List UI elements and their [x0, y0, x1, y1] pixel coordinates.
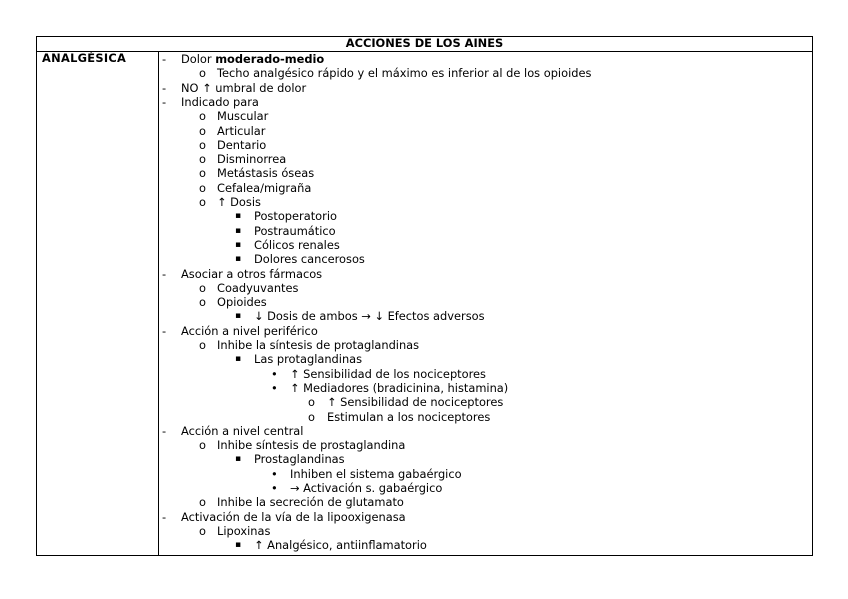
list-marker: ▪: [235, 239, 242, 250]
list-item-text: Muscular: [217, 109, 269, 124]
list-item: [37, 281, 812, 295]
list-item: [37, 324, 812, 338]
list-marker: o: [308, 395, 315, 410]
list-item: [37, 481, 812, 495]
list-item-text: Las protaglandinas: [254, 352, 363, 367]
list-item-text: Disminorrea: [217, 152, 287, 167]
list-item-text: Inhibe la síntesis de protaglandinas: [217, 338, 420, 352]
list-item-text: Lipoxinas: [217, 523, 271, 538]
list-marker: ▪: [235, 454, 242, 465]
list-item: [37, 138, 812, 152]
list-item: [37, 267, 812, 281]
list-marker: o: [199, 295, 206, 310]
list-marker: ▪: [235, 254, 242, 265]
list-marker: o: [199, 109, 206, 124]
list-marker: o: [199, 438, 206, 453]
list-item: [37, 224, 812, 238]
list-item: [37, 510, 812, 524]
list-marker: •: [271, 380, 278, 395]
list-marker: •: [271, 366, 278, 381]
list-item-text: Asociar a otros fármacos: [181, 266, 323, 281]
list-item: [37, 381, 812, 395]
list-item-text: NO ↑ umbral de dolor: [181, 80, 307, 95]
list-item-text: ↑ Dosis: [217, 195, 261, 209]
list-item: [37, 309, 812, 323]
list-item-text: Acción a nivel periférico: [181, 323, 318, 338]
list-item: [37, 338, 812, 352]
list-marker: -: [162, 323, 167, 338]
list-marker: o: [199, 166, 206, 181]
list-item-text: ↓ Dosis de ambos → ↓ Efectos adversos: [254, 309, 485, 324]
list-marker: •: [271, 481, 278, 495]
list-item-text: ↑ Analgésico, antiinflamatorio: [254, 538, 427, 553]
list-item: [37, 52, 812, 66]
list-item-text: Techo analgésico rápido y el máximo es inferior al de los opioides: [217, 66, 592, 81]
list-marker: o: [199, 152, 206, 167]
list-item: [37, 152, 812, 166]
list-marker: o: [199, 195, 206, 209]
list-marker: o: [308, 409, 315, 424]
list-item: [37, 395, 812, 409]
list-marker: o: [199, 123, 206, 138]
list-item: [37, 195, 812, 209]
list-item-text: Coadyuvantes: [217, 280, 299, 295]
list-item: [37, 124, 812, 138]
list-item-text: Indicado para: [181, 94, 259, 109]
list-item: [37, 95, 812, 109]
list-item: [37, 495, 812, 509]
table-header: ACCIONES DE LOS AINES: [37, 37, 812, 52]
list-item-text: Dolores cancerosos: [254, 252, 365, 267]
list-item-text: Postraumático: [254, 223, 336, 238]
list-item: [37, 467, 812, 481]
list-marker: ▪: [235, 540, 242, 551]
list-item-text: Activación de la vía de la lipooxigenasa: [181, 509, 406, 524]
list-item-text: ↑ Sensibilidad de nociceptores: [327, 395, 504, 410]
list-item: [37, 181, 812, 195]
list-item: [37, 166, 812, 180]
list-item: [37, 452, 812, 466]
list-marker: o: [199, 137, 206, 152]
list-item-text: Inhibe síntesis de prostaglandina: [217, 438, 406, 453]
list-marker: ▪: [235, 311, 242, 322]
aines-table: [36, 36, 813, 556]
list-item-text: → Activación s. gabaérgico: [290, 481, 443, 495]
list-marker: -: [162, 266, 167, 281]
list-item-text: Estimulan a los nociceptores: [327, 409, 491, 424]
list-item-text: Cefalea/migraña: [217, 180, 312, 195]
list-marker: -: [162, 52, 167, 66]
list-item: [37, 295, 812, 309]
list-marker: o: [199, 495, 206, 510]
list-marker: o: [199, 523, 206, 538]
list-item-text: Prostaglandinas: [254, 452, 345, 467]
emphasis-text: moderado-medio: [215, 52, 325, 66]
list-item: [37, 524, 812, 538]
list-marker: ▪: [235, 354, 242, 365]
list-item-text: Inhiben el sistema gabaérgico: [290, 466, 462, 481]
list-marker: •: [271, 466, 278, 481]
list-item: [37, 438, 812, 452]
list-marker: o: [199, 280, 206, 295]
list-item: [37, 252, 812, 266]
list-item: [37, 424, 812, 438]
list-item-text: Inhibe la secreción de glutamato: [217, 495, 404, 510]
list-item: [37, 238, 812, 252]
list-item-text: Acción a nivel central: [181, 423, 304, 438]
list-item: [37, 81, 812, 95]
list-item: [37, 367, 812, 381]
list-item-text: Metástasis óseas: [217, 166, 315, 181]
list-item: [37, 66, 812, 80]
list-item-text: Dentario: [217, 137, 267, 152]
list-item-text: Opioides: [217, 295, 267, 310]
list-marker: o: [199, 338, 206, 352]
list-item-text: Cólicos renales: [254, 237, 340, 252]
list-marker: ▪: [235, 225, 242, 236]
list-item-text: Dolor moderado-medio: [181, 52, 325, 66]
list-marker: -: [162, 94, 167, 109]
list-marker: -: [162, 509, 167, 524]
list-item-text: ↑ Sensibilidad de los nociceptores: [290, 366, 486, 381]
list-item-text: Articular: [217, 123, 266, 138]
list-item: [37, 538, 812, 552]
list-item: [37, 209, 812, 223]
list-marker: o: [199, 66, 206, 81]
list-item: [37, 352, 812, 366]
list-item-text: Postoperatorio: [254, 209, 337, 224]
list-marker: o: [199, 180, 206, 195]
list-item: [37, 109, 812, 123]
list-item-text: ↑ Mediadores (bradicinina, histamina): [290, 380, 509, 395]
list-marker: -: [162, 423, 167, 438]
list-marker: -: [162, 80, 167, 95]
category-label: ANALGÉSICA: [42, 51, 127, 65]
list-marker: ▪: [235, 211, 242, 222]
list-item: [37, 410, 812, 424]
